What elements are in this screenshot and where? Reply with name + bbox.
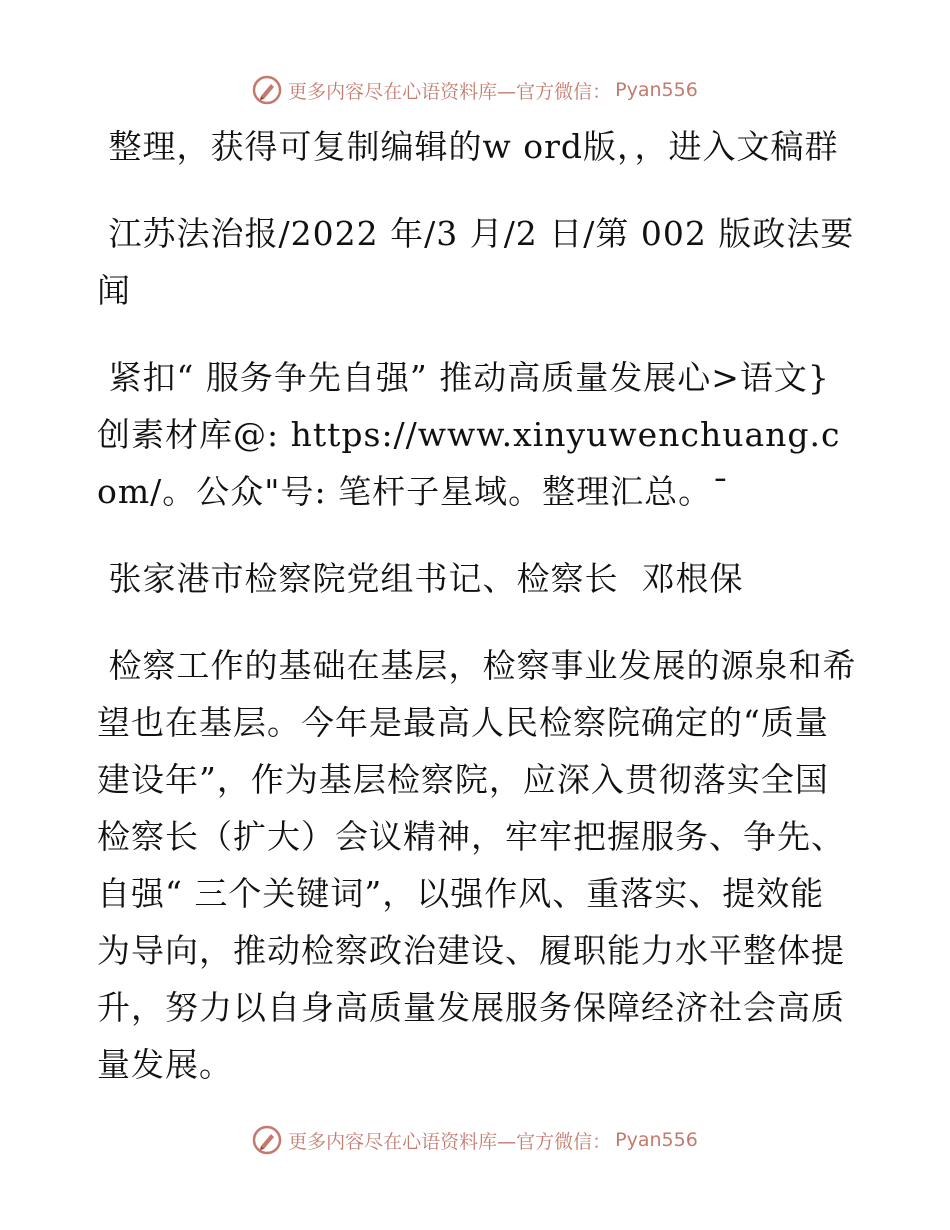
banner-wechat-id: Pyan556	[615, 1129, 698, 1151]
paragraph-author: 张家港市检察院党组书记、检察长 邓根保	[97, 559, 744, 598]
paragraph-title: 紧扣“ 服务争先自强” 推动高质量发展心>语文}创素材库@: https://www.xinyuwenchuang.com/。公众"号: 笔杆子星域。整理汇总。¯	[97, 358, 841, 511]
footer-watermark-banner	[0, 1120, 950, 1160]
paragraph-intro: 整理，获得可复制编辑的w ord版，，进入文稿群	[97, 127, 839, 166]
banner-text: 更多内容尽在心语资料库—官方微信：	[288, 1130, 612, 1153]
document-body	[97, 118, 857, 1123]
pen-logo-icon	[252, 75, 282, 105]
banner-wechat-id: Pyan556	[615, 79, 698, 101]
header-watermark-banner	[0, 70, 950, 110]
pen-logo-icon	[252, 1125, 282, 1155]
banner-text: 更多内容尽在心语资料库—官方微信：	[288, 80, 612, 103]
paragraph-body: 检察工作的基础在基层，检察事业发展的源泉和希望也在基层。今年是最高人民检察院确定的“质量建设年”，作为基层检察院，应深入贯彻落实全国检察长（扩大）会议精神，牢牢把握服务、争先、自强“ 三个关键词”，以强作风、重落实、提效能为导向，推动检察政治建设、履职能力水平整体提升，努力以自身高质量发展服务保障经济社会高质量发展。	[97, 646, 857, 1084]
paragraph-source: 江苏法治报/2022 年/3 月/2 日/第 002 版政法要闻	[97, 214, 855, 310]
